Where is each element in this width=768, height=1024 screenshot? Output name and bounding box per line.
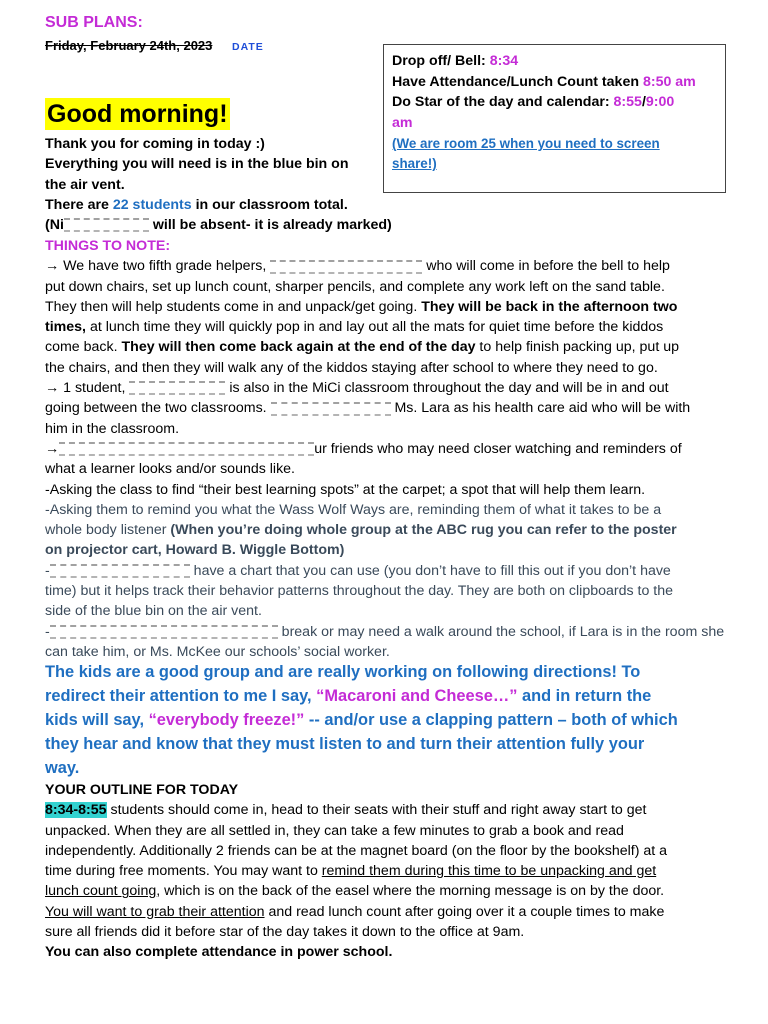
struck-date: Friday, February 24th, 2023 xyxy=(45,38,213,53)
outline-section: YOUR OUTLINE FOR TODAY 8:34-8:55 students should come in, head to their seats with their stuff and right away start to get unpacked. When they are all settled in, they can take a few minutes to grab a book and read independently. Additionally 2 friends can be at the magnet board (on the floor by the bookshelf) at a time during free moments. You may want to remind them during this time to be unpacking and get lunch count going, which is on the back of the easel where the morning message is on by the door. You will want to grab their attention and read lunch count after going over it a couple times to make sure all friends did it before star of the day takes it down to the office at 9am. You can also complete attendance in power school. xyxy=(45,780,735,963)
absent-line: (Ni will be absent- it is already marked) xyxy=(45,217,392,233)
attention-callout: The kids are a good group and are really working on following directions! To redirect their attention to me I say, “Macaroni and Cheese…” and in return the kids will say, “everybody freeze!” -- and/or use a clapping pattern – both of which they hear and know that they must listen to and turn their attention fully your way. xyxy=(45,663,678,777)
drop-off-line: Drop off/ Bell: 8:34 xyxy=(392,53,519,69)
room-note: (We are room 25 when you need to screen share!) xyxy=(392,136,660,171)
helpers-paragraph: → We have two fifth grade helpers, who will come in before the bell to help put down chairs, set up lunch count, sharper pencils, and complete any work left on the sand table. They then will help students come in and unpack/get going. They will be back in the afternoon two times, at lunch time they will quickly pop in and lay out all the mats for quiet time before the kiddos come back. They will then come back again at the end of the day to help finish packing up, put up the chairs, and then they will walk any of the kiddos staying after school to where they need to go. xyxy=(45,258,679,376)
learning-spots-line: -Asking the class to find “their best learning spots” at the carpet; a spot that will help them learn. xyxy=(45,481,646,498)
redacted-name xyxy=(59,442,314,456)
schedule-box xyxy=(383,44,726,193)
student-total-line: There are 22 students in our classroom total. xyxy=(45,197,348,213)
redacted-name xyxy=(50,625,278,639)
wolf-ways-paragraph: -Asking them to remind you what the Wass Wolf Ways are, reminding them of what it takes to be a whole body listener (When you’re doing whole group at the ABC rug you can refer to the poster on projector cart, Howard B. Wiggle Bottom) xyxy=(45,501,677,559)
outline-heading: YOUR OUTLINE FOR TODAY xyxy=(45,782,239,798)
air-vent-line: the air vent. xyxy=(45,176,125,193)
star-of-day-line: Do Star of the day and calendar: 8:55/9:00 xyxy=(392,94,675,110)
redacted-name xyxy=(64,218,149,232)
power-school-line: You can also complete attendance in power school. xyxy=(45,944,393,961)
thanks-line: Thank you for coming in today :) xyxy=(45,136,265,152)
attendance-line: Have Attendance/Lunch Count taken 8:50 am xyxy=(392,73,696,90)
closer-watching-paragraph: → ur friends who may need closer watching and reminders of what a learner looks and/or sounds like. xyxy=(45,440,682,478)
redacted-name xyxy=(271,402,391,416)
star-of-day-am: am xyxy=(392,114,413,131)
things-to-note-section xyxy=(45,236,735,662)
mici-student-paragraph: → 1 student, is also in the MiCi classroom throughout the day and will be in and out going between the two classrooms. Ms. Lara as his health care aid who will be with him in the classroom. xyxy=(45,380,691,437)
redacted-name xyxy=(50,564,190,578)
intro-block xyxy=(45,134,385,195)
redacted-name xyxy=(270,260,422,274)
redacted-name xyxy=(129,381,225,395)
break-request-paragraph: - break or may need a walk around the school, if Lara is in the room she can take him, or Ms. McKee our schools’ social worker. xyxy=(45,623,725,660)
outline-time: 8:34-8:55 xyxy=(45,802,107,819)
greeting-heading: Good morning! xyxy=(47,100,228,128)
date-label: DATE xyxy=(232,41,264,53)
things-to-note-heading: THINGS TO NOTE: xyxy=(45,238,171,254)
blue-bin-line: Everything you will need is in the blue bin on xyxy=(45,156,349,173)
behavior-chart-paragraph: - have a chart that you can use (you don’t have to fill this out if you don’t have time) but it helps track their behavior patterns throughout the day. They are both on clipboards to the side of the blue bin on the air vent. xyxy=(45,562,674,620)
sub-plans-title: SUB PLANS: xyxy=(45,14,143,31)
